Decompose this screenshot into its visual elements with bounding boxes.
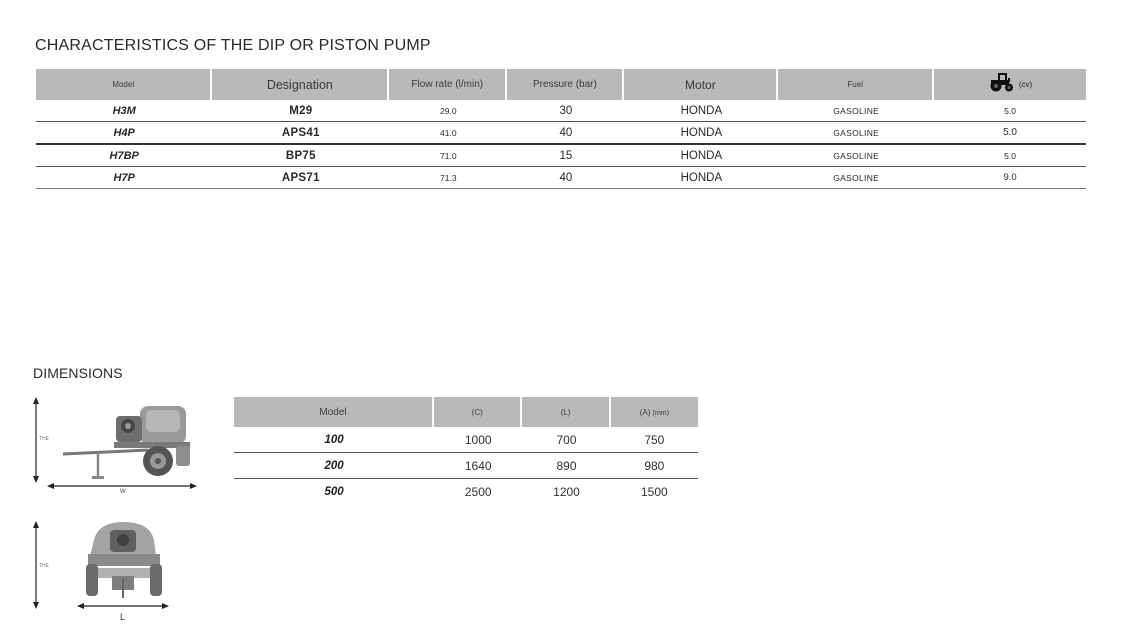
table-row <box>36 145 1086 167</box>
table-row <box>36 100 1086 122</box>
dim-header-a-label: (A) <box>639 407 651 417</box>
front-width-label: L <box>120 612 126 622</box>
cell-power: 9.0 <box>934 167 1086 189</box>
table-row <box>36 122 1086 145</box>
dim-header-a <box>611 397 698 427</box>
pump-characteristics-table <box>36 69 1086 189</box>
col-header-fuel: Fuel <box>778 69 934 100</box>
cell-fuel: GASOLINE <box>778 167 934 189</box>
side-view-drawing <box>28 396 203 496</box>
cell-dim-a: 750 <box>611 427 698 453</box>
cell-dim-model: 500 <box>324 485 344 498</box>
cell-model: H3M <box>36 100 212 122</box>
cell-power: 5.0 <box>934 145 1086 167</box>
cell-power: 5.0 <box>934 100 1086 122</box>
cell-model: H7BP <box>36 145 212 167</box>
col-header-motor: Motor <box>624 69 778 100</box>
col-header-flow-rate: Flow rate (l/min) <box>389 69 507 100</box>
cell-power: 5.0 <box>934 122 1086 145</box>
pump-section-title: CHARACTERISTICS OF THE DIP OR PISTON PUMP <box>35 37 431 54</box>
cell-dim-l: 700 <box>522 427 610 453</box>
cell-fuel: GASOLINE <box>778 145 934 167</box>
cell-flow-rate: 29.0 <box>389 100 507 122</box>
cell-dim-l: 890 <box>522 453 610 479</box>
dim-header-l: (L) <box>522 397 610 427</box>
front-view-drawing <box>28 520 203 625</box>
dim-header-unit: (mm) <box>652 409 669 417</box>
cell-motor: HONDA <box>624 122 778 145</box>
cell-dim-model: 200 <box>234 453 434 479</box>
cell-dim-a: 1500 <box>640 484 668 499</box>
pump-table-header <box>36 69 1086 100</box>
cell-pressure: 30 <box>507 100 624 122</box>
dim-header-model: Model <box>234 397 434 427</box>
table-row <box>234 427 698 453</box>
cell-dim-a: 980 <box>611 453 698 479</box>
table-row <box>234 453 698 479</box>
col-header-designation: Designation <box>212 69 389 100</box>
cell-pressure: 40 <box>507 122 624 145</box>
cell-model: H7P <box>36 167 212 189</box>
dimensions-table-header <box>234 397 698 427</box>
cell-designation: M29 <box>212 100 389 122</box>
cell-fuel: GASOLINE <box>778 122 934 145</box>
cell-designation: APS71 <box>212 167 389 189</box>
cell-fuel: GASOLINE <box>778 100 934 122</box>
col-header-model: Model <box>36 69 212 100</box>
cell-dim-model: 100 <box>234 427 434 453</box>
dimensions-section-title: DIMENSIONS <box>33 365 123 381</box>
cell-flow-rate: 71.3 <box>389 167 507 189</box>
side-height-label: THE <box>39 436 49 442</box>
cell-dim-c: 1000 <box>434 427 522 453</box>
cell-motor: HONDA <box>624 145 778 167</box>
col-header-power <box>934 69 1086 100</box>
front-height-label: THE <box>39 563 49 569</box>
cell-pressure: 40 <box>507 167 624 189</box>
cell-designation: BP75 <box>212 145 389 167</box>
dimensions-table <box>234 397 698 504</box>
side-width-label: W <box>120 489 126 495</box>
cell-dim-l: 1200 <box>553 484 580 499</box>
power-unit-label: (cv) <box>1018 80 1033 89</box>
cell-model: H4P <box>36 122 212 145</box>
col-header-pressure: Pressure (bar) <box>507 69 624 100</box>
tractor-icon <box>988 72 1016 97</box>
cell-dim-c: 1640 <box>434 453 522 479</box>
table-row <box>36 167 1086 189</box>
cell-motor: HONDA <box>624 167 778 189</box>
cell-dim-c: 2500 <box>464 484 492 499</box>
cell-pressure: 15 <box>507 145 624 167</box>
cell-flow-rate: 71.0 <box>389 145 507 167</box>
cell-motor: HONDA <box>624 100 778 122</box>
cell-designation: APS41 <box>212 122 389 145</box>
dim-header-c: (C) <box>434 397 522 427</box>
table-row <box>234 479 698 504</box>
cell-flow-rate: 41.0 <box>389 122 507 145</box>
